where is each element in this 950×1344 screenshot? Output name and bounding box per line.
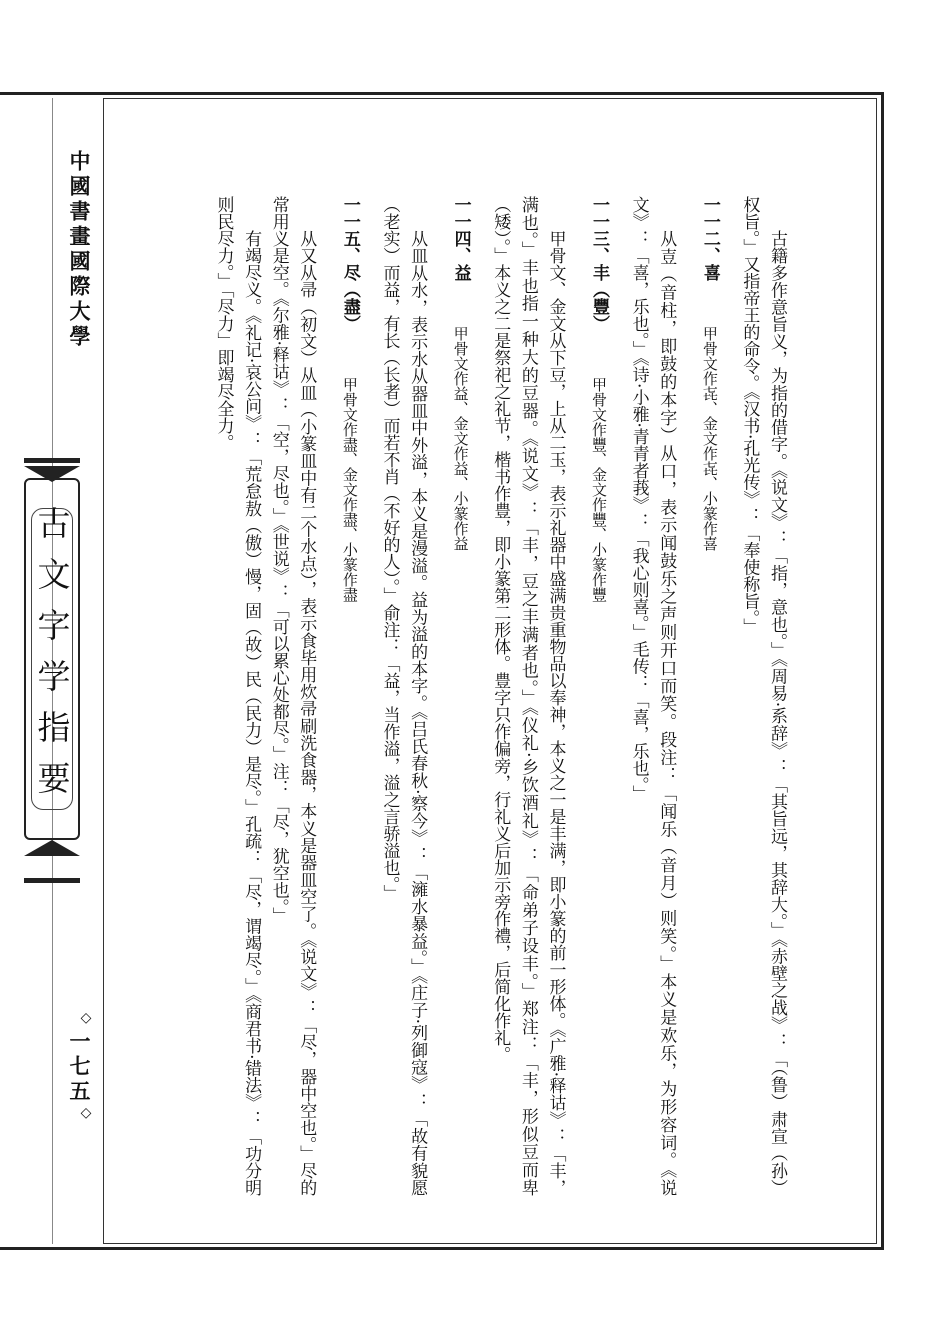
entry-heading-114 [446, 196, 474, 1196]
entry-forms: 甲骨文作益、金文作益、小篆作益 [451, 326, 470, 551]
entry-heading-113 [584, 196, 612, 1196]
intro-paragraph: 古籍多作意旨义，为指的借字。《说文》：「指，意也。」《周易·系辞》：「其旨远，其辞大。」《赤壁之战》：「（鲁）肃宣（孙）权旨。」又指帝王的命令。《汉书·孔光传》：「奉使称旨。」 [739, 196, 787, 1196]
entry-paragraph-112: 从壴（音柱，即鼓的本字）从口，表示闻鼓乐之声则开口而笑。段注：「闻乐（音月）则笑。」本义是欢乐，为形容词。《说文》：「喜，乐也。」《诗·小雅·青青者莪》：「我心则喜。」毛传：「喜，乐也。」 [628, 196, 677, 1196]
entry-forms: 甲骨文作㐂、金文作㐂、小篆作喜 [700, 326, 719, 551]
school-name: 中國書畫國際大學 [67, 150, 92, 350]
page-number: 一七五 [67, 1030, 92, 1105]
entry-forms: 甲骨文作盡、金文作盡、小篆作盡 [340, 377, 359, 602]
cartouche-bar-top [24, 458, 80, 463]
entry-heading-112 [695, 196, 723, 1196]
book-title: 古文字学指要 [32, 506, 72, 812]
page-number-block [54, 1010, 94, 1125]
entry-title: 一一四、益 [450, 196, 471, 281]
entry-paragraph-113: 甲骨文、金文从下豆，上从二玉，表示礼器中盛满贵重物品以奉神，本义之一是丰满，即小篆的前一形体。《广雅·释诂》：「丰，满也。」丰也指一种大的豆器。《说文》：「丰，豆之丰满者也。」《仪礼·乡饮酒礼》：「命弟子设丰。」郑注：「丰，形似豆而卑（矮）。」本义之二是祭祀之礼节，楷书作豊，即小篆第二形体。豊字只作偏旁，行礼义后加示旁作禮，后简化作礼。 [490, 196, 566, 1196]
entry-heading-115 [335, 196, 363, 1196]
entry-title: 一一三、丰（豐） [589, 196, 610, 332]
entry-title: 一一二、喜 [699, 196, 720, 281]
cartouche-notch-bottom [24, 840, 80, 856]
entry-paragraph-114: 从皿从水，表示水从器皿中外溢，本义是漫溢。益为溢的本字。《吕氏春秋·察今》：「澭水暴益。」《庄子·列御寇》：「故有貌愿（老实）而益，有长（长者）而若不肖（不好的人）。」俞注：「益，当作溢，溢之言骄溢也。」 [379, 196, 428, 1196]
book-title-cartouche [24, 478, 80, 840]
entry-title: 一一五、尽（盡） [339, 196, 360, 332]
entry-paragraph-115: 从又从帚（初文）从皿（小篆皿中有二个水点），表示食毕用炊帚刷洗食器，本义是器皿空了。《说文》：「尽，器中空也。」尽的常用义是空。《尔雅·释诂》：「空，尽也。」《世说》：「可以累心处都尽。」注：「尽，犹空也。」 [268, 196, 317, 1196]
diamond-icon: ◇ [78, 1105, 94, 1125]
entry-paragraph-115b: 有竭尽义。《礼记·哀公问》：「荒怠敖（傲）慢，固（故）民（民力）是尽。」孔疏：「尽，谓竭尽。」《商君书·错法》：「功分明则民尽力。」「尽力」即竭尽全力。 [213, 196, 262, 1196]
entry-forms: 甲骨文作豐、金文作豐、小篆作豐 [590, 377, 609, 602]
cartouche-bar-bottom [24, 878, 80, 883]
main-text [150, 196, 790, 1196]
diamond-icon: ◇ [78, 1010, 94, 1030]
